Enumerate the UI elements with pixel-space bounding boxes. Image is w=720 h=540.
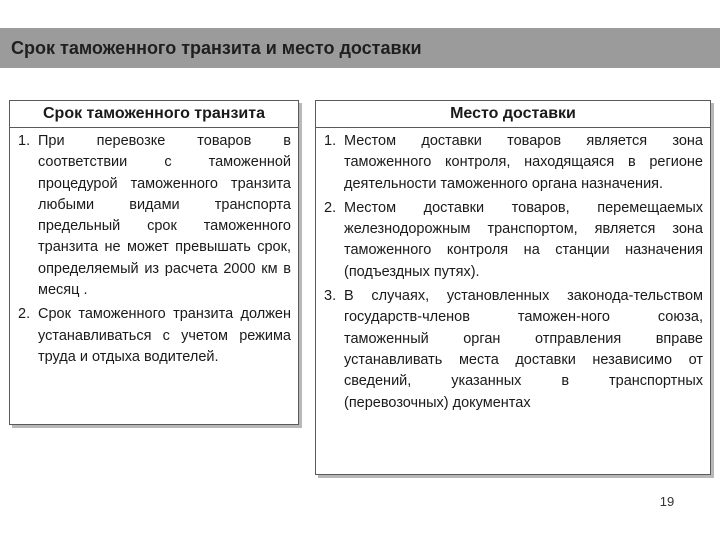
- list-item: [324, 198, 703, 283]
- list-item: [324, 286, 703, 414]
- slide-title-bar: [0, 28, 720, 68]
- item-text: Местом доставки товаров, перемещаемых железнодорожным транспортом, является зона таможенного контроля на станции назначения (подъездных путях).: [344, 199, 703, 280]
- item-number: 1.: [324, 133, 337, 149]
- delivery-place-body: [316, 128, 710, 414]
- item-text: Срок таможенного транзита должен устанавливаться с учетом режима труда и отдыха водителей.: [38, 306, 291, 365]
- list-item: [18, 131, 291, 301]
- item-number: 1.: [18, 133, 31, 149]
- slide-title: Срок таможенного транзита и место доставки: [11, 37, 422, 58]
- item-text: При перевозке товаров в соответствии с таможенной процедурой таможенного транзита любыми видами транспорта предельный срок таможенного транзита не может превышать срок, определяемый из расчета 2000 км в месяц .: [38, 133, 291, 299]
- list-item: [18, 304, 291, 368]
- item-text: В случаях, установленных законода-тельством государств-членов таможен-ного союза, таможенный орган отправления вправе устанавливать места доставки независимо от сведений, указанных в транспортных (перевозочных) документах: [344, 288, 703, 411]
- item-text: Местом доставки товаров является зона таможенного контроля, находящаяся в регионе деятельности таможенного органа назначения.: [344, 133, 703, 192]
- transit-term-heading: Срок таможенного транзита: [10, 101, 298, 128]
- transit-term-panel: [9, 100, 299, 425]
- item-number: 3.: [324, 288, 337, 305]
- page-number: 19: [659, 494, 675, 509]
- delivery-place-heading: Место доставки: [316, 101, 710, 128]
- list-item: [324, 131, 703, 195]
- item-number: 2.: [324, 199, 337, 216]
- item-number: 2.: [18, 306, 31, 323]
- transit-term-body: [10, 128, 298, 368]
- delivery-place-panel: [315, 100, 711, 475]
